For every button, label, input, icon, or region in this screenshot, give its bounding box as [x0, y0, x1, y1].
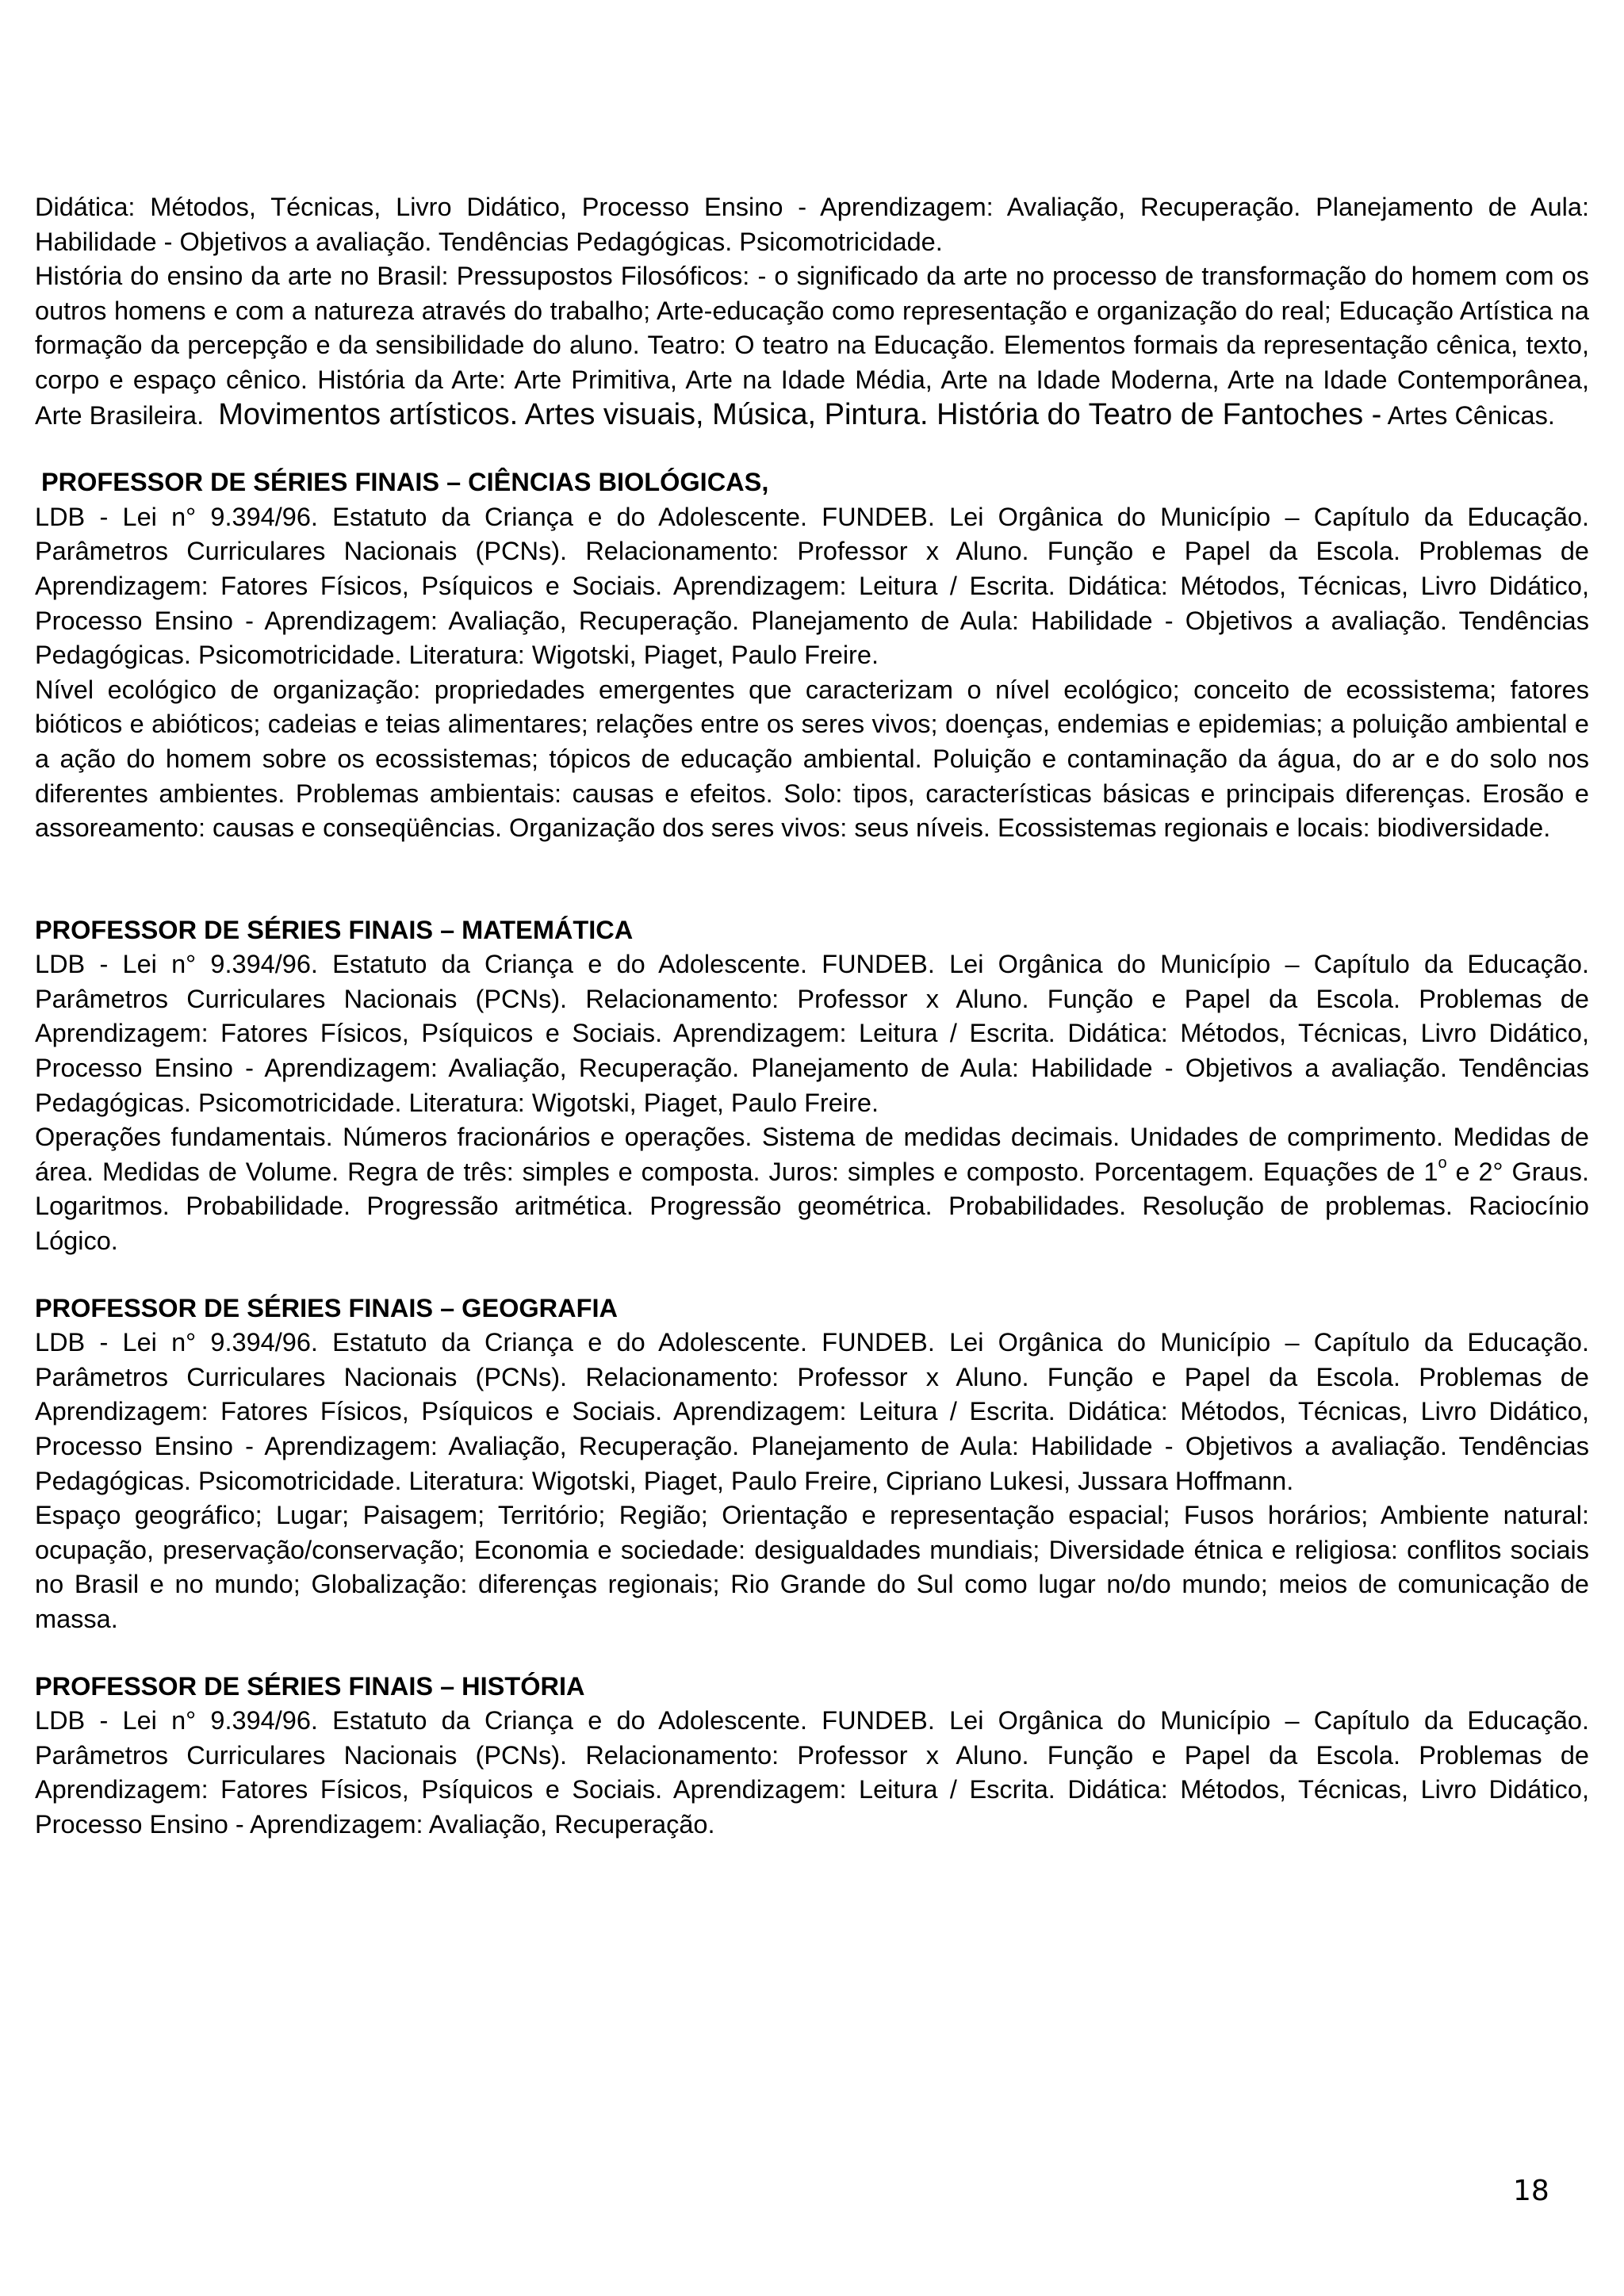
section-title-geografia: PROFESSOR DE SÉRIES FINAIS – GEOGRAFIA [35, 1293, 618, 1322]
intro-didatica-paragraph: Didática: Métodos, Técnicas, Livro Didático, Processo Ensino - Aprendizagem: Avaliação, Recuperação. Planejamento de Aula: Habilidade - Objetivos a avaliação. Tendências Pedagógicas. Psicomotricidade. [35, 193, 1589, 256]
art-history-text: História do ensino da arte no Brasil: Pressupostos Filosóficos: - o significado da arte no processo de transformação do homem com os outros homens e com a natureza através do trabalho; Arte-educação como representação e organização do real; Educação Artística na formação da percepção e da sensibilidade do aluno. Teatro: O teatro na Educação. Elementos formais da representação cênica, texto, corpo e espaço cênico. História da Arte: Arte Primitiva, Arte na Idade Média, Arte na Idade Moderna, Arte na Idade Contemporânea, Arte Brasileira. [35, 262, 1589, 430]
art-movements-text: Movimentos artísticos. Artes visuais, Música, Pintura. História do Teatro de Fantoches - [218, 397, 1382, 431]
section-legislation-ciencias: LDB - Lei n° 9.394/96. Estatuto da Criança e do Adolescente. FUNDEB. Lei Orgânica do Município – Capítulo da Educação. Parâmetros Curriculares Nacionais (PCNs). Relacionamento: Professor x Aluno. Função e Papel da Escola. Problemas de Aprendizagem: Fatores Físicos, Psíquicos e Sociais. Aprendizagem: Leitura / Escrita. Didática: Métodos, Técnicas, Livro Didático, Processo Ensino - Aprendizagem: Avaliação, Recuperação. Planejamento de Aula: Habilidade - Objetivos a avaliação. Tendências Pedagógicas. Psicomotricidade. Literatura: Wigotski, Piaget, Paulo Freire. [35, 502, 1589, 670]
section-title-matematica: PROFESSOR DE SÉRIES FINAIS – MATEMÁTICA [35, 915, 634, 944]
document-page [35, 190, 1589, 1843]
math-content-part-a: Operações fundamentais. Números fracionários e operações. Sistema de medidas decimais. Unidades de comprimento. Medidas de área. Medidas de Volume. Regra de três: simples e composta. Juros: simples e composto. Porcentagem. Equações de 1 [35, 1123, 1589, 1186]
intro-art-content-paragraph [35, 259, 1589, 433]
section-title-ciencias: PROFESSOR DE SÉRIES FINAIS – CIÊNCIAS BIOLÓGICAS, [41, 468, 769, 497]
section-legislation-matematica: LDB - Lei n° 9.394/96. Estatuto da Criança e do Adolescente. FUNDEB. Lei Orgânica do Município – Capítulo da Educação. Parâmetros Curriculares Nacionais (PCNs). Relacionamento: Professor x Aluno. Função e Papel da Escola. Problemas de Aprendizagem: Fatores Físicos, Psíquicos e Sociais. Aprendizagem: Leitura / Escrita. Didática: Métodos, Técnicas, Livro Didático, Processo Ensino - Aprendizagem: Avaliação, Recuperação. Planejamento de Aula: Habilidade - Objetivos a avaliação. Tendências Pedagógicas. Psicomotricidade. Literatura: Wigotski, Piaget, Paulo Freire. [35, 950, 1589, 1117]
section-legislation-historia: LDB - Lei n° 9.394/96. Estatuto da Criança e do Adolescente. FUNDEB. Lei Orgânica do Município – Capítulo da Educação. Parâmetros Curriculares Nacionais (PCNs). Relacionamento: Professor x Aluno. Função e Papel da Escola. Problemas de Aprendizagem: Fatores Físicos, Psíquicos e Sociais. Aprendizagem: Leitura / Escrita. Didática: Métodos, Técnicas, Livro Didático, Processo Ensino - Aprendizagem: Avaliação, Recuperação. [35, 1706, 1589, 1839]
page-number: 18 [1513, 2175, 1549, 2207]
section-content-ciencias: Nível ecológico de organização: propriedades emergentes que caracterizam o nível ecológico; conceito de ecossistema; fatores bióticos e abióticos; cadeias e teias alimentares; relações entre os seres vivos; doenças, endemias e epidemias; a poluição ambiental e a ação do homem sobre os ecossistemas; tópicos de educação ambiental. Poluição e contaminação da água, do ar e do solo nos diferentes ambientes. Problemas ambientais: causas e efeitos. Solo: tipos, características básicas e principais diferenças. Erosão e assoreamento: causas e conseqüências. Organização dos seres vivos: seus níveis. Ecossistemas regionais e locais: biodiversidade. [35, 675, 1589, 843]
section-content-matematica [35, 1120, 1589, 1258]
math-content-part-b: e 2° Graus. Logaritmos. Probabilidade. Progressão aritmética. Progressão geométrica. Probabilidades. Resolução de problemas. Raciocínio Lógico. [35, 1157, 1589, 1256]
section-content-geografia: Espaço geográfico; Lugar; Paisagem; Território; Região; Orientação e representação espacial; Fusos horários; Ambiente natural: ocupação, preservação/conservação; Economia e sociedade: desigualdades mundiais; Diversidade étnica e religiosa: conflitos sociais no Brasil e no mundo; Globalização: diferenças regionais; Rio Grande do Sul como lugar no/do mundo; meios de comunicação de massa. [35, 1501, 1589, 1633]
ordinal-superscript: o [1438, 1154, 1447, 1172]
performing-arts-text: Artes Cênicas. [1387, 400, 1555, 430]
section-title-historia: PROFESSOR DE SÉRIES FINAIS – HISTÓRIA [35, 1671, 585, 1701]
section-legislation-geografia: LDB - Lei n° 9.394/96. Estatuto da Criança e do Adolescente. FUNDEB. Lei Orgânica do Município – Capítulo da Educação. Parâmetros Curriculares Nacionais (PCNs). Relacionamento: Professor x Aluno. Função e Papel da Escola. Problemas de Aprendizagem: Fatores Físicos, Psíquicos e Sociais. Aprendizagem: Leitura / Escrita. Didática: Métodos, Técnicas, Livro Didático, Processo Ensino - Aprendizagem: Avaliação, Recuperação. Planejamento de Aula: Habilidade - Objetivos a avaliação. Tendências Pedagógicas. Psicomotricidade. Literatura: Wigotski, Piaget, Paulo Freire, Cipriano Lukesi, Jussara Hoffmann. [35, 1328, 1589, 1495]
